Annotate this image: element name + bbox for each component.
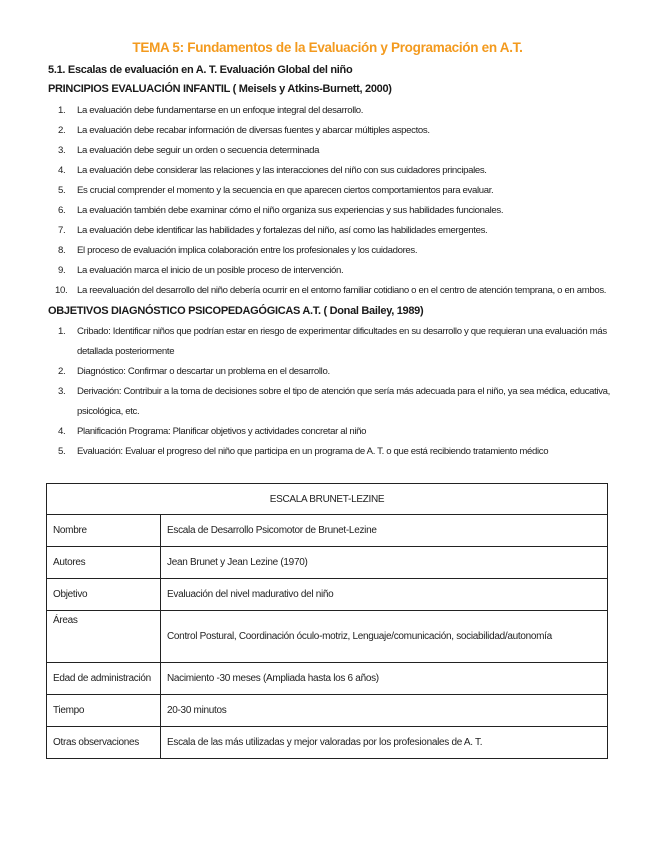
table-row: [47, 515, 608, 547]
row-value: 20-30 minutos: [161, 695, 608, 727]
row-value: Escala de las más utilizadas y mejor valoradas por los profesionales de A. T.: [161, 727, 608, 759]
row-label: Otras observaciones: [47, 727, 161, 759]
row-label: Tiempo: [47, 695, 161, 727]
objectives-heading: OBJETIVOS DIAGNÓSTICO PSICOPEDAGÓGICAS A.T. ( Donal Bailey, 1989): [48, 305, 424, 317]
page-title: TEMA 5: Fundamentos de la Evaluación y Programación en A.T.: [132, 40, 523, 55]
brunet-lezine-table: [46, 483, 608, 759]
table-row: [47, 727, 608, 759]
row-label: Autores: [47, 547, 161, 579]
principles-heading: PRINCIPIOS EVALUACIÓN INFANTIL ( Meisels y Atkins-Burnett, 2000): [48, 83, 392, 95]
row-label: Objetivo: [47, 579, 161, 611]
row-label: Edad de administración: [47, 663, 161, 695]
table-row: [47, 663, 608, 695]
table-header: ESCALA BRUNET-LEZINE: [47, 484, 608, 515]
table-row: [47, 611, 608, 663]
table-row: [47, 695, 608, 727]
row-value: Jean Brunet y Jean Lezine (1970): [161, 547, 608, 579]
row-value: Control Postural, Coordinación óculo-motriz, Lenguaje/comunicación, sociabilidad/autonomía: [161, 611, 608, 663]
row-label: Áreas: [47, 611, 161, 663]
document-page: TEMA 5: Fundamentos de la Evaluación y Programación en A.T. 5.1. Escalas de evaluación en A. T. Evaluación Global del niño PRINCIPIOS EVALUACIÓN INFANTIL ( Meisels y Atkins-Burnett, 2000) 1. La evaluación debe fundamentarse en un enfoque integral del desarrollo. 2. La evaluación debe recabar información de diversas fuentes y abarcar múltiples aspectos. 3. La evaluación debe seguir un orden o secuencia determinada 4. La evaluación debe considerar las relaciones y las interacciones del niño con sus cuidadores principales. 5. Es crucial comprender el momento y la secuencia en que aparecen ciertos comportamientos para evaluar. 6. La evaluación también debe examinar cómo el niño organiza sus experiencias y sus habilidades funcionales. 7. La evaluación debe identificar las habilidades y fortalezas del niño, así como las habilidades emergentes. 8. El proceso de evaluación implica colaboración entre los profesionales y los cuidadores. 9. La evaluación marca el inicio de un posible proceso de intervención. 10. La reevaluación del desarrollo del niño debería ocurrir en el entorno familiar cotidiano o en el centro de atención temprana, o en ambos. OBJETIVOS DIAGNÓSTICO PSICOPEDAGÓGICAS A.T. ( Donal Bailey, 1989) 1. Cribado: Identificar niños que podrían estar en riesgo de experimentar dificultades en su desarrollo y que requieran una evaluación más detallada posteriormente 2. Diagnóstico: Confirmar o descartar un problema en el desarrollo. 3. Derivación: Contribuir a la toma de decisiones sobre el tipo de atención que sería más adecuada para el niño, ya sea médica, educativa, psicológica, etc. 4. Planificación Programa: Planificar objetivos y actividades concretar al niño 5. Evaluación: Evaluar el progreso del niño que participa en un programa de A. T. o que está recibiendo tratamiento médico ESCALA BRUNET-LEZINE Nombre Escala de Desarrollo Psicomotor de Brunet-Lezine Autores Jean Brunet y Jean Lezine (1970) Objetivo Evaluación del nivel madurativo del niño Áreas Control Postural, Coordinación óculo-motriz, Lenguaje/comunicación, sociabilidad/autonomía Edad de administración Nacimiento -30 meses (Ampliada hasta los 6 años) Tiempo 20-30 minutos Otras observaciones Escala de las más utilizadas y mejor valoradas por los profesionales de A. T.: [0, 0, 655, 848]
table-row: [47, 579, 608, 611]
row-value: Escala de Desarrollo Psicomotor de Brunet-Lezine: [161, 515, 608, 547]
table-row: [47, 547, 608, 579]
row-label: Nombre: [47, 515, 161, 547]
row-value: Nacimiento -30 meses (Ampliada hasta los 6 años): [161, 663, 608, 695]
section-heading: 5.1. Escalas de evaluación en A. T. Evaluación Global del niño: [48, 64, 353, 76]
row-value: Evaluación del nivel madurativo del niño: [161, 579, 608, 611]
